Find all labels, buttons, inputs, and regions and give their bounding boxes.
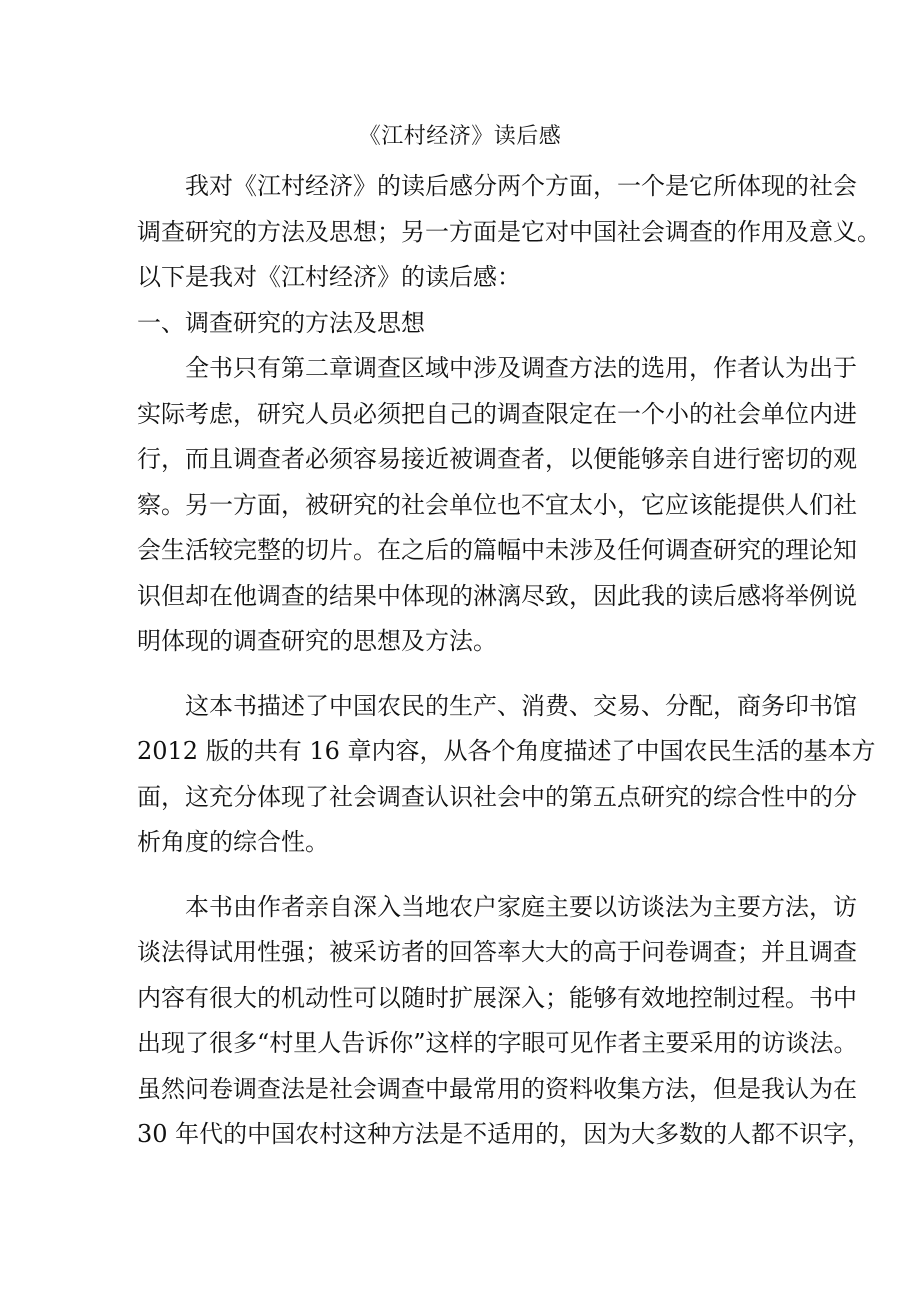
document-body [137,164,881,1158]
paragraph-gap [137,665,785,684]
text-line: 2012 版的共有 16 章内容，从各个角度描述了中国农民生活的基本方 [137,737,876,765]
text-line: 这本书描述了中国农民的生产、消费、交易、分配，商务印书馆 [185,691,857,720]
text-line: 实际考虑，研究人员必须把自己的调查限定在一个小的社会单位内进 [137,399,857,428]
document-title: 《江村经济》读后感 [358,124,562,149]
paragraph-1 [137,346,857,665]
text-line: 调查研究的方法及思想；另一方面是它对中国社会调查的作用及意义。 [137,217,881,246]
text-line: 析角度的综合性。 [137,828,329,856]
paragraph-2 [137,684,876,866]
text-line: 行，而且调查者必须容易接近被调查者，以便能够亲自进行密切的观 [137,445,857,473]
text-line: 出现了很多“村里人告诉你”这样的字眼可见作者主要采用的访谈法。 [137,1029,858,1057]
text-line: 察。另一方面，被研究的社会单位也不宜太小，它应该能提供人们社 [137,490,857,519]
text-line: 会生活较完整的切片。在之后的篇幅中未涉及任何调查研究的理论知 [137,536,857,564]
text-line: 识但却在他调查的结果中体现的淋漓尽致，因此我的读后感将举例说 [137,581,857,610]
text-line: 虽然问卷调查法是社会调查中最常用的资料收集方法，但是我认为在 [137,1074,857,1103]
text-line: 面，这充分体现了社会调查认识社会中的第五点研究的综合性中的分 [137,782,857,811]
text-line: 本书由作者亲自深入当地农户家庭主要以访谈法为主要方法，访 [185,892,857,921]
section-heading-text: 一、调查研究的方法及思想 [137,308,425,337]
text-line: 谈法得试用性强；被采访者的回答率大大的高于问卷调查；并且调查 [137,938,857,966]
section-heading [137,301,785,347]
intro-paragraph [137,164,881,301]
text-line: 全书只有第二章调查区域中涉及调查方法的选用，作者认为出于 [185,354,857,382]
paragraph-3 [137,885,872,1158]
text-line: 以下是我对《江村经济》的读后感： [137,263,521,291]
text-line: 明体现的调查研究的思想及方法。 [137,627,497,655]
text-line: 我对《江村经济》的读后感分两个方面，一个是它所体现的社会 [185,172,857,200]
text-line: 30 年代的中国农村这种方法是不适用的，因为大多数的人都不识字， [137,1120,872,1148]
paragraph-gap [137,866,785,885]
text-line: 内容有很大的机动性可以随时扩展深入；能够有效地控制过程。书中 [137,983,857,1012]
